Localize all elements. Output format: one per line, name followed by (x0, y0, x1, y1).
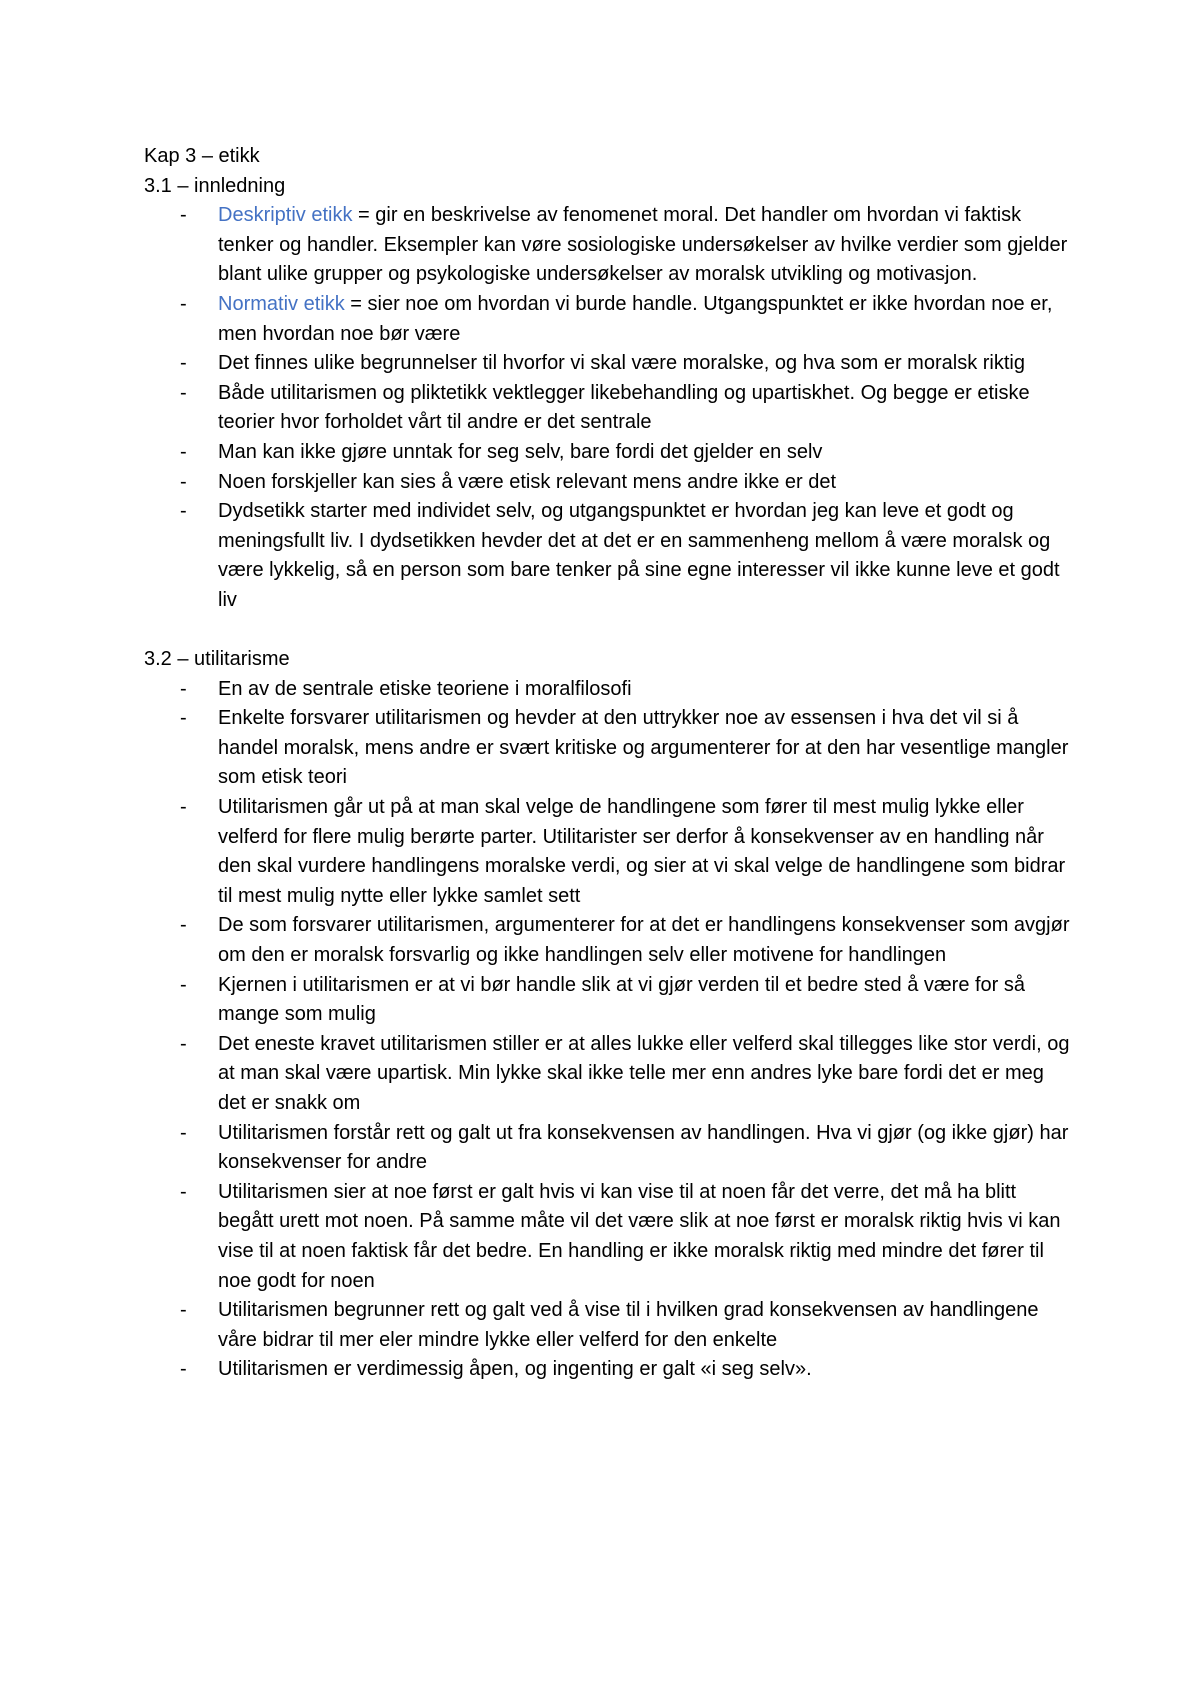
bullet-dash: - (180, 440, 187, 463)
list-item (144, 1178, 1074, 1296)
list-item (144, 379, 1074, 438)
document-body (144, 142, 1074, 1385)
bullet-dash: - (180, 707, 187, 730)
list-item (144, 1355, 1074, 1385)
item-text: De som forsvarer utilitarismen, argumenterer for at det er handlingens konsekvenser som avgjør om den er moralsk forsvarlig og ikke handlingen selv eller motivene for handlingen (218, 914, 1070, 967)
item-text: Utilitarismen forstår rett og galt ut fra konsekvensen av handlingen. Hva vi gjør (og ikke gjør) har konsekvenser for andre (218, 1121, 1069, 1174)
bullet-dash: - (180, 500, 187, 523)
item-text: Utilitarismen begrunner rett og galt ved å vise til i hvilken grad konsekvensen av handlingene våre bidrar til mer eler mindre lykke eller velferd for den enkelte (218, 1299, 1039, 1351)
item-text: Man kan ikke gjøre unntak for seg selv, bare fordi det gjelder en selv (218, 440, 823, 463)
bullet-list (144, 201, 1074, 615)
section-spacer (144, 616, 1074, 646)
item-text: Enkelte forsvarer utilitarismen og hevder at den uttrykker noe av essensen i hva det vil si å handel moralsk, mens andre er svært kritiske og argumenterer for at den har vesentlige mangler som etisk teori (218, 707, 1069, 789)
item-text: = gir en beskrivelse av fenomenet moral. Det handler om hvordan vi faktisk tenker og handler. Eksempler kan vøre sosiologiske undersøkelser av hvilke verdier som gjelder blant ulike grupper og psykologiske undersøkelser av moralsk utvikling og motivasjon. (218, 204, 1068, 286)
item-text: Det eneste kravet utilitarismen stiller er at alles lukke eller velferd skal tillegges like stor verdi, og at man skal være upartisk. Min lykke skal ikke telle mer enn andres lyke bare fordi det er meg det er snakk om (218, 1032, 1070, 1114)
bullet-dash: - (180, 914, 187, 937)
list-item (144, 290, 1074, 349)
highlighted-term: Normativ etikk (218, 292, 345, 315)
list-item (144, 911, 1074, 970)
bullet-dash: - (180, 1180, 187, 1203)
section-heading: 3.2 – utilitarisme (144, 648, 290, 671)
bullet-dash: - (180, 381, 187, 404)
list-item (144, 793, 1074, 911)
list-item (144, 468, 1074, 498)
bullet-dash: - (180, 1032, 187, 1055)
item-text: Utilitarismen er verdimessig åpen, og ingenting er galt «i seg selv». (218, 1358, 812, 1381)
item-text: En av de sentrale etiske teoriene i moralfilosofi (218, 677, 632, 700)
item-text: Kjernen i utilitarismen er at vi bør handle slik at vi gjør verden til et bedre sted å være for så mange som mulig (218, 973, 1026, 1026)
item-text: Utilitarismen går ut på at man skal velge de handlingene som fører til mest mulig lykke eller velferd for flere mulig berørte parter. Utilitarister ser derfor å konsekvenser av en handling når den skal vurdere handlingens moralske verdi, og sier at vi skal velge de handlingene som bidrar til mest mulig nytte eller lykke samlet sett (218, 796, 1066, 907)
item-text: Det finnes ulike begrunnelser til hvorfor vi skal være moralske, og hva som er moralsk riktig (218, 352, 1025, 375)
bullet-dash: - (180, 796, 187, 819)
sections-container (144, 172, 1074, 1385)
document-title: Kap 3 – etikk (144, 145, 260, 167)
item-text: Utilitarismen sier at noe først er galt hvis vi kan vise til at noen får det verre, det må ha blitt begått urett mot noen. På samme måte vil det være slik at noe først er moralsk riktig hvis vi kan vise til at noen faktisk får det bedre. En handling er ikke moralsk riktig med mindre det fører til noe godt for noen (218, 1180, 1061, 1292)
bullet-dash: - (180, 1121, 187, 1144)
item-text: Både utilitarismen og pliktetikk vektlegger likebehandling og upartiskhet. Og begge er etiske teorier hvor forholdet vårt til andre er det sentrale (218, 381, 1030, 434)
list-item (144, 201, 1074, 290)
item-text: Noen forskjeller kan sies å være etisk relevant mens andre ikke er det (218, 470, 837, 493)
bullet-dash: - (180, 1299, 187, 1322)
bullet-dash: - (180, 1358, 187, 1381)
bullet-dash: - (180, 352, 187, 375)
list-item (144, 438, 1074, 468)
list-item (144, 1030, 1074, 1119)
list-item (144, 971, 1074, 1030)
list-item (144, 349, 1074, 379)
list-item (144, 675, 1074, 705)
bullet-dash: - (180, 204, 187, 227)
list-item (144, 497, 1074, 615)
bullet-dash: - (180, 292, 187, 315)
list-item (144, 1296, 1074, 1355)
list-item (144, 704, 1074, 793)
bullet-dash: - (180, 677, 187, 700)
bullet-dash: - (180, 973, 187, 996)
list-item (144, 1119, 1074, 1178)
bullet-list (144, 675, 1074, 1385)
item-text: = sier noe om hvordan vi burde handle. Utgangspunktet er ikke hvordan noe er, men hvordan noe bør være (218, 292, 1053, 345)
item-text: Dydsetikk starter med individet selv, og utgangspunktet er hvordan jeg kan leve et godt og meningsfullt liv. I dydsetikken hevder det at det er en sammenheng mellom å være moralsk og være lykkelig, så en person som bare tenker på sine egne interesser vil ikke kunne leve et godt liv (218, 500, 1060, 611)
section-heading: 3.1 – innledning (144, 174, 286, 197)
bullet-dash: - (180, 470, 187, 493)
highlighted-term: Deskriptiv etikk (218, 204, 353, 227)
